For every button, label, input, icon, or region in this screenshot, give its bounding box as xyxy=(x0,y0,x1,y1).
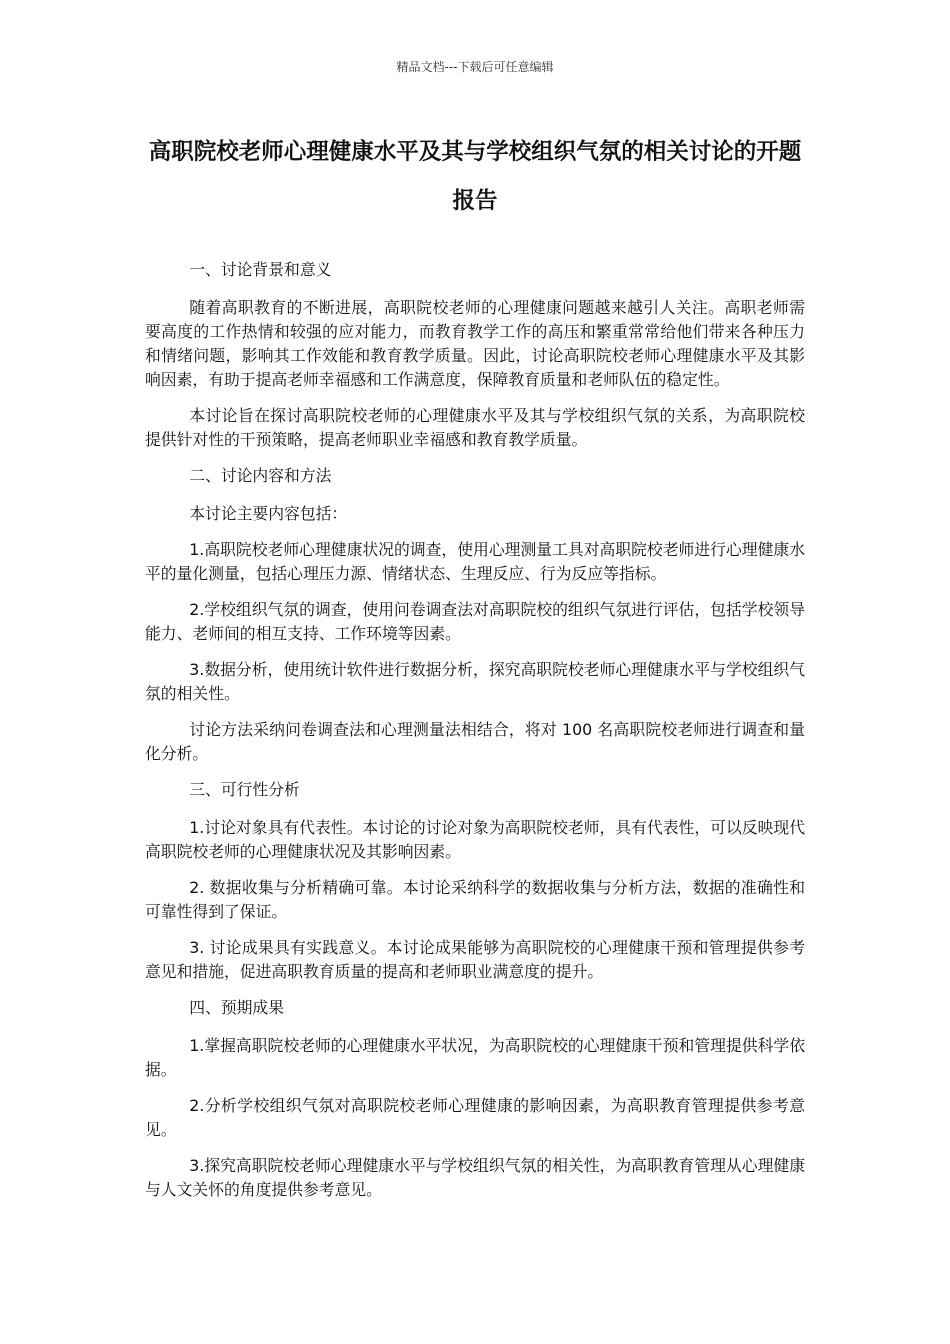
section-heading-background: 一、讨论背景和意义 xyxy=(189,260,332,279)
body-paragraph: 本讨论主要内容包括： xyxy=(189,504,348,523)
list-item-paragraph: 1.高职院校老师心理健康状况的调查，使用心理测量工具对高职院校老师进行心理健康水平的量化测量，包括心理压力源、情绪状态、生理反应、行为反应等指标。 xyxy=(145,540,805,583)
list-item-paragraph: 3.数据分析，使用统计软件进行数据分析，探究高职院校老师心理健康水平与学校组织气氛的相关性。 xyxy=(145,660,805,703)
list-item-paragraph: 2.分析学校组织气氛对高职院校老师心理健康的影响因素，为高职教育管理提供参考意见。 xyxy=(145,1096,805,1139)
list-item-paragraph: 1.掌握高职院校老师的心理健康水平状况，为高职院校的心理健康干预和管理提供科学依据。 xyxy=(145,1036,805,1079)
document-body xyxy=(145,258,805,1214)
section-heading-feasibility: 三、可行性分析 xyxy=(189,780,300,799)
page-header: 精品文档---下载后可任意编辑 xyxy=(396,60,554,74)
document-title: 高职院校老师心理健康水平及其与学校组织气氛的相关讨论的开题报告 xyxy=(148,139,802,214)
body-paragraph: 讨论方法采纳问卷调查法和心理测量法相结合，将对 100 名高职院校老师进行调查和量化分析。 xyxy=(145,720,805,763)
list-item-paragraph: 2. 数据收集与分析精确可靠。本讨论采纳科学的数据收集与分析方法，数据的准确性和可靠性得到了保证。 xyxy=(145,878,805,921)
list-item-paragraph: 3. 讨论成果具有实践意义。本讨论成果能够为高职院校的心理健康干预和管理提供参考意见和措施，促进高职教育质量的提高和老师职业满意度的提升。 xyxy=(145,938,805,981)
body-paragraph: 本讨论旨在探讨高职院校老师的心理健康水平及其与学校组织气氛的关系，为高职院校提供针对性的干预策略，提高老师职业幸福感和教育教学质量。 xyxy=(145,406,805,449)
body-paragraph: 随着高职教育的不断进展，高职院校老师的心理健康问题越来越引人关注。高职老师需要高度的工作热情和较强的应对能力，而教育教学工作的高压和繁重常常给他们带来各种压力和情绪问题，影响其工作效能和教育教学质量。因此，讨论高职院校老师心理健康水平及其影响因素，有助于提高老师幸福感和工作满意度，保障教育质量和老师队伍的稳定性。 xyxy=(145,298,805,389)
list-item-paragraph: 1.讨论对象具有代表性。本讨论的讨论对象为高职院校老师，具有代表性，可以反映现代高职院校老师的心理健康状况及其影响因素。 xyxy=(145,818,805,861)
list-item-paragraph: 3.探究高职院校老师心理健康水平与学校组织气氛的相关性，为高职教育管理从心理健康与人文关怀的角度提供参考意见。 xyxy=(145,1156,805,1199)
section-heading-expected-results: 四、预期成果 xyxy=(189,998,285,1017)
list-item-paragraph: 2.学校组织气氛的调查，使用问卷调查法对高职院校的组织气氛进行评估，包括学校领导能力、老师间的相互支持、工作环境等因素。 xyxy=(145,600,805,643)
section-heading-content-methods: 二、讨论内容和方法 xyxy=(189,466,332,485)
